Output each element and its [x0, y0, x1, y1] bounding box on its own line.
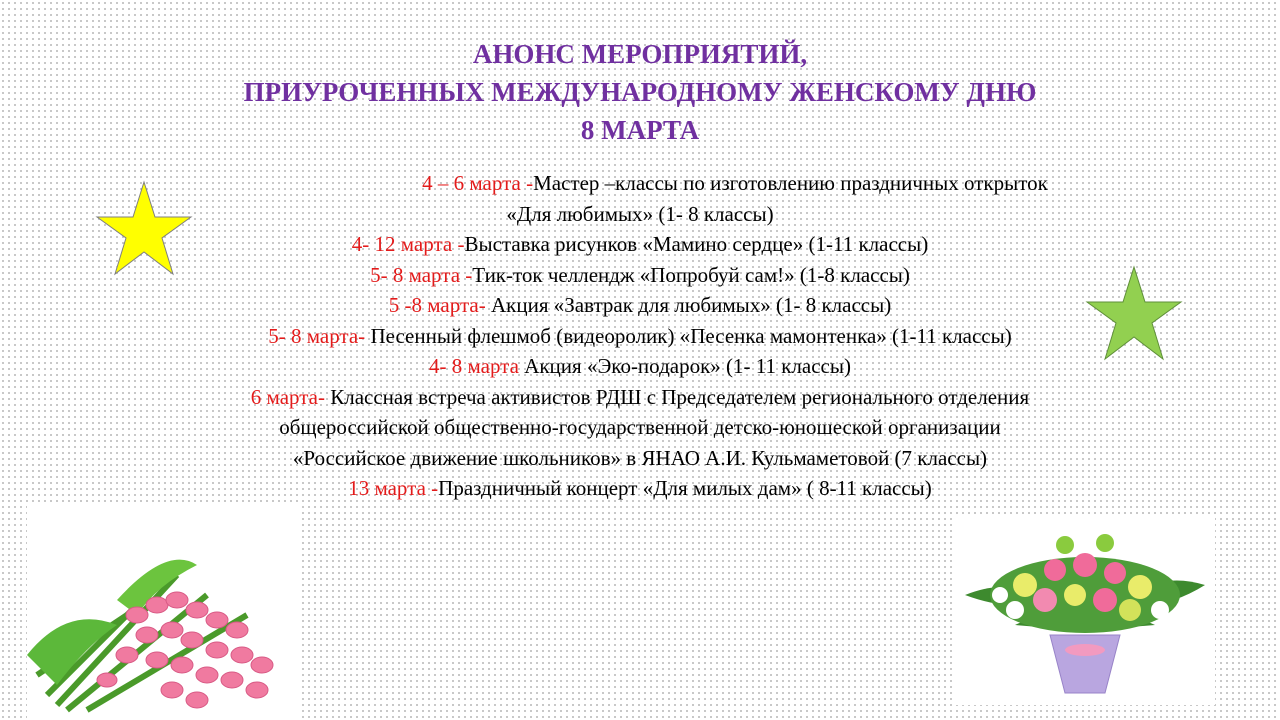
yellow-star-icon: [95, 180, 193, 276]
event-date: 4 – 6 марта -: [422, 171, 534, 195]
event-date: 5- 8 марта-: [268, 323, 366, 348]
event-text: Акция «Завтрак для любимых» (1- 8 классы): [485, 293, 892, 317]
event-text: Выставка рисунков «Мамино сердце» (1-11 классы): [464, 232, 929, 256]
event-text: общероссийской общественно-государственной детско-юношеской организации: [279, 415, 1001, 439]
event-text: Тик-ток челлендж «Попробуй сам!» (1-8 классы): [472, 262, 910, 287]
title-line-3: 8 МАРТА: [580, 115, 700, 145]
event-text: Акция «Эко-подарок» (1- 11 классы): [518, 354, 851, 378]
event-date: 6 марта-: [250, 384, 325, 409]
event-text: Праздничный концерт «Для милых дам» ( 8-11 классы): [438, 476, 932, 500]
event-text: Классная встреча активистов РДШ с Председателем регионального отделения: [324, 384, 1030, 409]
event-line: [0, 412, 1280, 443]
green-star-icon: [1085, 265, 1183, 361]
event-text: Песенный флешмоб (видеоролик) «Песенка мамонтенка» (1-11 классы): [365, 323, 1012, 348]
title-line-2: ПРИУРОЧЕННЫХ МЕЖДУНАРОДНОМУ ЖЕНСКОМУ ДНЮ: [243, 77, 1037, 107]
event-text: «Для любимых» (1- 8 классы): [506, 201, 774, 226]
event-date: 5- 8 марта -: [370, 262, 473, 287]
tulips-image: [27, 505, 302, 720]
event-line: [0, 443, 1280, 474]
event-text: Мастер –классы по изготовлению праздничных открыток: [533, 171, 1048, 195]
bouquet-image: [955, 515, 1215, 705]
event-text: «Российское движение школьников» в ЯНАО А.И. Кульмаметовой (7 классы): [292, 445, 988, 470]
title-line-1: АНОНС МЕРОПРИЯТИЙ,: [472, 39, 808, 69]
event-date: 5 -8 марта-: [388, 293, 486, 317]
slide-title: [0, 35, 1280, 149]
event-date: 4- 8 марта: [429, 354, 519, 378]
event-line: [0, 382, 1280, 413]
event-line: [0, 473, 1280, 504]
event-date: 4- 12 марта -: [351, 232, 465, 256]
event-date: 13 марта -: [348, 476, 439, 500]
